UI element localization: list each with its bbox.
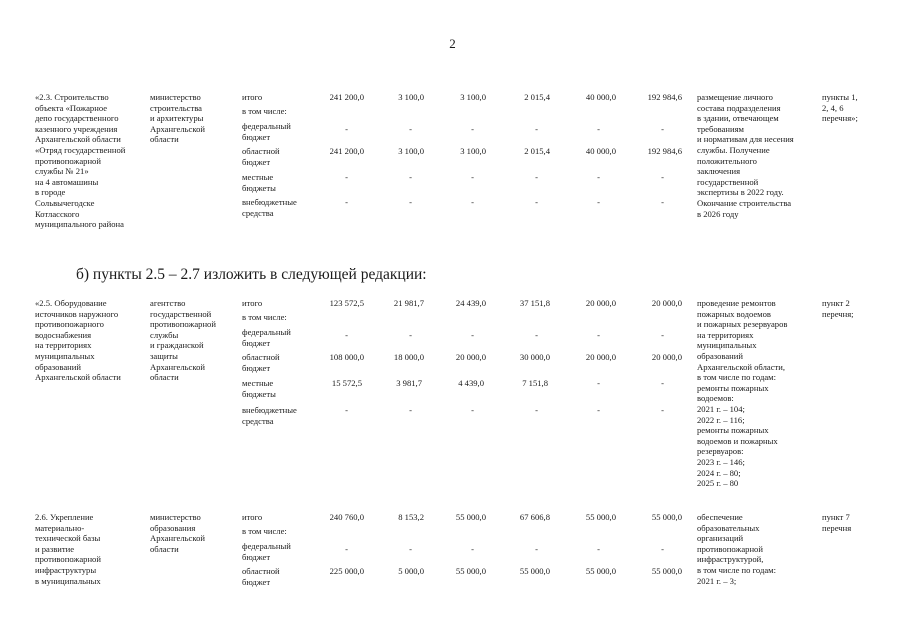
year-2023-value: -: [535, 124, 538, 134]
year-2022-value: -: [471, 405, 474, 415]
year-2025-value: -: [661, 197, 664, 207]
source-label: итого: [242, 92, 263, 102]
year-2022-value: 3 100,0: [460, 92, 486, 102]
executor: министерство образования Архангельской области: [150, 512, 205, 554]
year-2022-value: -: [471, 172, 474, 182]
expected-result: размещение личного состава подразделения в здании, отвечающем требованиям и нормативам для несения службы. Получение положительного заключения государственной экспертизы в 2022 году. Окончание строительства в 2026 году: [697, 92, 794, 219]
year-2025-value: 55 000,0: [651, 566, 682, 576]
source-label: итого: [242, 298, 263, 308]
source-label: в том числе:: [242, 312, 287, 322]
total-value: 241 200,0: [329, 92, 364, 102]
source-label: местные бюджеты: [242, 378, 276, 399]
total-value: -: [345, 124, 348, 134]
year-2024-value: 20 000,0: [585, 352, 616, 362]
year-2024-value: -: [597, 378, 600, 388]
year-2024-value: 40 000,0: [585, 92, 616, 102]
year-2024-value: 20 000,0: [585, 298, 616, 308]
section-heading: б) пункты 2.5 – 2.7 изложить в следующей редакции:: [76, 266, 427, 283]
page-number: 2: [449, 36, 456, 51]
year-2022-value: 55 000,0: [455, 566, 486, 576]
source-label: внебюджетные средства: [242, 405, 297, 426]
indicator-link: пункт 7 перечня: [822, 512, 852, 533]
year-2021-value: -: [409, 172, 412, 182]
total-value: 123 572,5: [329, 298, 364, 308]
year-2023-value: -: [535, 197, 538, 207]
year-2024-value: -: [597, 544, 600, 554]
total-value: 225 000,0: [329, 566, 364, 576]
year-2025-value: 192 984,6: [647, 92, 682, 102]
year-2024-value: -: [597, 197, 600, 207]
year-2024-value: 55 000,0: [585, 566, 616, 576]
total-value: 240 760,0: [329, 512, 364, 522]
year-2025-value: -: [661, 172, 664, 182]
year-2021-value: 3 100,0: [398, 146, 424, 156]
year-2023-value: 67 606,8: [519, 512, 550, 522]
measure-name: 2.6. Укрепление материально- технической базы и развитие противопожарной инфраструктуры в муниципальных: [35, 512, 101, 586]
year-2021-value: -: [409, 544, 412, 554]
year-2022-value: -: [471, 330, 474, 340]
year-2021-value: -: [409, 124, 412, 134]
year-2024-value: -: [597, 330, 600, 340]
source-label: областной бюджет: [242, 352, 280, 373]
year-2021-value: 3 100,0: [398, 92, 424, 102]
year-2023-value: 55 000,0: [519, 566, 550, 576]
measure-name: «2.3. Строительство объекта «Пожарное депо государственного казенного учреждения Архангельской области «Отряд государственной противопожарной службы № 21» на 4 автомашины в городе Сольвычегодске Котласского муниципального района: [35, 92, 126, 230]
year-2025-value: 20 000,0: [651, 352, 682, 362]
total-value: -: [345, 405, 348, 415]
year-2023-value: 2 015,4: [524, 92, 550, 102]
source-label: федеральный бюджет: [242, 121, 291, 142]
year-2021-value: -: [409, 330, 412, 340]
total-value: -: [345, 172, 348, 182]
total-value: 241 200,0: [329, 146, 364, 156]
year-2023-value: -: [535, 544, 538, 554]
year-2022-value: -: [471, 197, 474, 207]
year-2025-value: -: [661, 330, 664, 340]
year-2025-value: -: [661, 405, 664, 415]
expected-result: проведение ремонтов пожарных водоемов и пожарных резервуаров на территориях муниципальных образований Архангельской области, в том числе по годам: ремонты пожарных водоемов: 2021 г. – 104; 2022 г. – 116; ремонты пожарных водоемов и пожарных резервуаров: 2023 г. – 146; 2024 г. – 80; 2025 г. – 80: [697, 298, 788, 489]
year-2024-value: -: [597, 172, 600, 182]
indicator-link: пункты 1, 2, 4, 6 перечня»;: [822, 92, 858, 124]
source-label: в том числе:: [242, 526, 287, 536]
year-2025-value: -: [661, 378, 664, 388]
source-label: областной бюджет: [242, 566, 280, 587]
expected-result: обеспечение образовательных организаций противопожарной инфраструктурой, в том числе по годам: 2021 г. – 3;: [697, 512, 776, 586]
year-2021-value: 3 981,7: [396, 378, 422, 388]
year-2024-value: 40 000,0: [585, 146, 616, 156]
total-value: -: [345, 330, 348, 340]
year-2021-value: 18 000,0: [393, 352, 424, 362]
total-value: 15 572,5: [331, 378, 362, 388]
total-value: 108 000,0: [329, 352, 364, 362]
year-2025-value: 192 984,6: [647, 146, 682, 156]
year-2023-value: 37 151,8: [519, 298, 550, 308]
year-2022-value: 55 000,0: [455, 512, 486, 522]
executor: министерство строительства и архитектуры Архангельской области: [150, 92, 205, 145]
year-2023-value: 7 151,8: [522, 378, 548, 388]
year-2021-value: 5 000,0: [398, 566, 424, 576]
year-2025-value: -: [661, 124, 664, 134]
source-label: областной бюджет: [242, 146, 280, 167]
year-2023-value: 30 000,0: [519, 352, 550, 362]
source-label: в том числе:: [242, 106, 287, 116]
year-2023-value: 2 015,4: [524, 146, 550, 156]
indicator-link: пункт 2 перечня;: [822, 298, 854, 319]
year-2021-value: 21 981,7: [393, 298, 424, 308]
year-2022-value: 4 439,0: [458, 378, 484, 388]
measure-name: «2.5. Оборудование источников наружного противопожарного водоснабжения на территориях муниципальных образований Архангельской области: [35, 298, 121, 383]
source-label: местные бюджеты: [242, 172, 276, 193]
source-label: федеральный бюджет: [242, 327, 291, 348]
year-2021-value: -: [409, 405, 412, 415]
total-value: -: [345, 197, 348, 207]
total-value: -: [345, 544, 348, 554]
year-2021-value: 8 153,2: [398, 512, 424, 522]
source-label: федеральный бюджет: [242, 541, 291, 562]
year-2024-value: -: [597, 405, 600, 415]
year-2024-value: 55 000,0: [585, 512, 616, 522]
year-2023-value: -: [535, 172, 538, 182]
source-label: внебюджетные средства: [242, 197, 297, 218]
year-2022-value: 20 000,0: [455, 352, 486, 362]
year-2025-value: 20 000,0: [651, 298, 682, 308]
year-2022-value: -: [471, 124, 474, 134]
year-2022-value: 24 439,0: [455, 298, 486, 308]
year-2023-value: -: [535, 330, 538, 340]
year-2021-value: -: [409, 197, 412, 207]
year-2022-value: 3 100,0: [460, 146, 486, 156]
year-2023-value: -: [535, 405, 538, 415]
source-label: итого: [242, 512, 263, 522]
year-2025-value: -: [661, 544, 664, 554]
year-2022-value: -: [471, 544, 474, 554]
executor: агентство государственной противопожарной службы и гражданской защиты Архангельской области: [150, 298, 216, 383]
year-2025-value: 55 000,0: [651, 512, 682, 522]
year-2024-value: -: [597, 124, 600, 134]
